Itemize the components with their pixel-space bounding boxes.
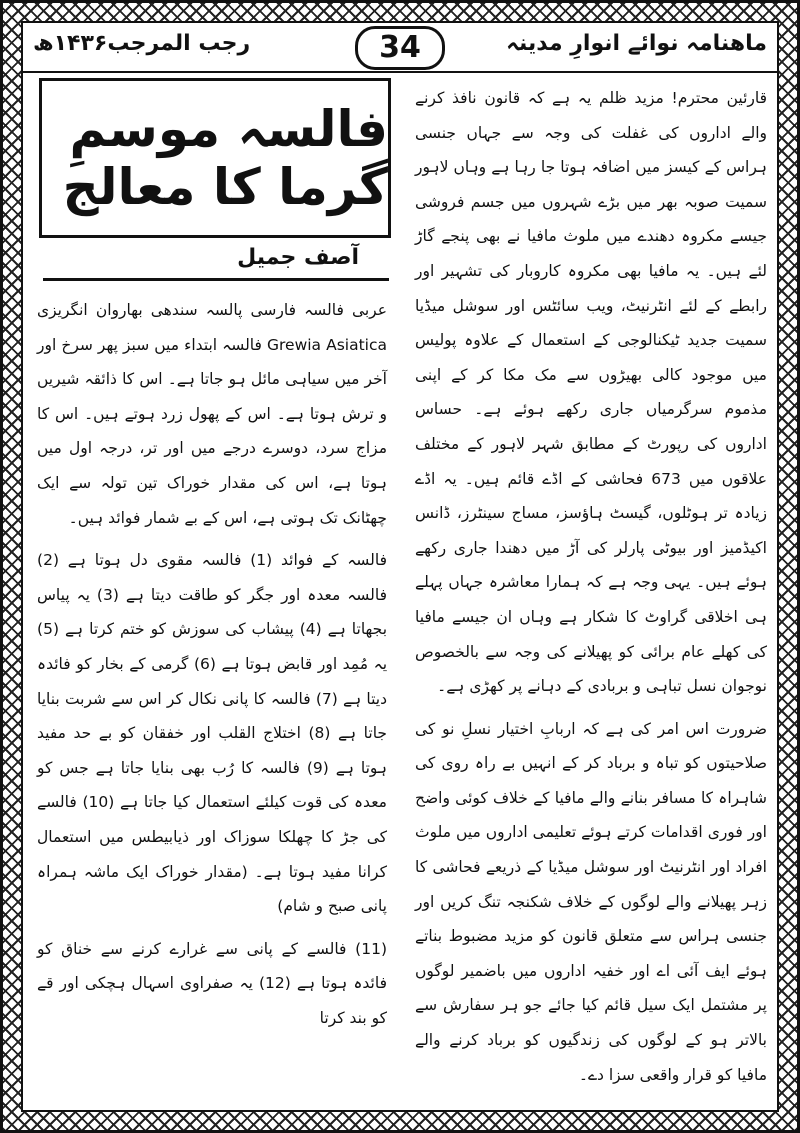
byline-underline — [43, 278, 389, 281]
article-title: فالسہ موسمِ گرما کا معالج — [62, 100, 388, 216]
paragraph: (11) فالسے کے پانی سے غرارے کرنے سے خناق کو فائدہ ہوتا ہے (12) یہ صفراوی اسہال ہچکی اور قے کو بند کرتا — [37, 939, 387, 1027]
author-name: آصف جمیل — [237, 245, 359, 270]
page — [21, 21, 779, 1112]
paragraph: فالسہ کے فوائد (1) فالسہ مقوی دل ہوتا ہے (2) فالسہ معدہ اور جگر کو طاقت دیتا ہے (3) یہ پیاس بجھاتا ہے (4) پیشاب کی سوزش کو ختم کرتا ہے (5) یہ مُمِد اور قابض ہوتا ہے (6) گرمی کے بخار کو فائدہ دیتا ہے (7) فالسہ کا پانی نکال کر اس سے شربت بنایا جاتا ہے (8) اختلاج القلب اور خفقان کو بے حد مفید ہوتا ہے (9) فالسہ کا رُب بھی بنایا جاتا ہے جس کو معدہ کی قوت کیلئے استعمال کیا جاتا ہے (10) فالسے کی جڑ کا چھلکا سوزاک اور ذیابیطس میں استعمال کرانا مفید ہوتا ہے۔ (مقدار خوراک ایک ماشہ ہمراہ پانی صبح و شام) — [37, 551, 388, 916]
paragraph: ضرورت اس امر کی ہے کہ اربابِ اختیار نسلِ نو کی صلاحیتوں کو تباہ و برباد کر کے انہیں بے راہ روی کی شاہراہ کا مسافر بنانے والے مافیا کے خلاف کوئی واضح اور فوری اقدامات کرتے ہوئے تعلیمی اداروں میں ملوث افراد اور انٹرنیٹ اور سوشل میڈیا کے ذریعے فحاشی کا زہر پھیلانے والے لوگوں کے خلاف شکنجہ تنگ کریں اور جنسی ہراس سے متعلق قانون کو مزید مضبوط بناتے ہوئے ایف آئی اے اور خفیہ اداروں میں باضمیر لوگوں پر مشتمل ایک سیل قائم کیا جائے جو ہر سفارش سے بالاتر ہو کے لوگوں کی زندگیوں کو برباد کرنے والے مافیا کو قرار واقعی سزا دے۔ — [415, 719, 767, 1084]
magazine-name: ماھنامہ نوائے انوارِ مدینہ — [506, 31, 767, 56]
page-number: 34 — [355, 26, 445, 70]
article-title-box — [39, 78, 391, 238]
issue-date: رجب المرجب۱۴۳۶ھ — [33, 31, 251, 56]
left-column — [37, 293, 387, 1035]
page-header — [23, 23, 777, 73]
byline — [43, 243, 389, 283]
paragraph: قارئین محترم! مزید ظلم یہ ہے کہ قانون نافذ کرنے والے اداروں کی غفلت کی وجہ سے جہاں جنسی ہراس کے کیسز میں اضافہ ہوتا جا رہا ہے وہاں لاہور سمیت صوبہ بھر میں بڑے شہروں میں جسم فروشی جیسے مکروہ دھندے میں ملوث مافیا نے بھی پنجے گاڑ لئے ہیں۔ یہ مافیا بھی مکروہ کاروبار کی تشہیر اور رابطے کے لئے انٹرنیٹ، ویب سائٹس اور سوشل میڈیا سمیت جدید ٹیکنالوجی کے استعمال کے علاوہ پولیس میں موجود کالی بھیڑوں سے مک مکا کر کے اپنی مذموم سرگرمیاں جاری رکھے ہوئے ہے۔ حساس اداروں کی رپورٹ کے مطابق شہر لاہور کے مختلف علاقوں میں 673 فحاشی کے اڈے قائم ہیں۔ یہ اڈے زیادہ تر ہوٹلوں، گیسٹ ہاؤسز، مساج سینٹرز، ڈانس اکیڈمیز اور بیوٹی پارلر کی آڑ میں دھندا جاری رکھے ہوئے ہیں۔ یہی وجہ ہے کہ ہمارا معاشرہ جہاں پہلے ہی اخلاقی گراوٹ کا شکار ہے وہاں ان جیسے مافیا کی کھلے عام برائی کو پھیلانے کی وجہ سے بالخصوص نوجوان نسل تباہی و بربادی کے دہانے پر کھڑی ہے۔ — [415, 89, 768, 696]
paragraph: عربی فالسہ فارسی پالسہ سندھی بھاروان انگریزی Grewia Asiatica فالسہ ابتداء میں سبز پھر سرخ اور آخر میں سیاہی مائل ہو جاتا ہے۔ اس کا ذائقہ شیریں و ترش ہوتا ہے۔ اس کے پھول زرد ہوتے ہیں۔ اس کا مزاج سرد، دوسرے درجے میں اور تر، درجہ اول میں ہوتا ہے، اس کی مقدار خوراک تین تولہ سے ایک چھٹانک تک ہوتی ہے، اس کے بے شمار فوائد ہیں۔ — [37, 301, 387, 527]
right-column — [415, 81, 767, 1092]
